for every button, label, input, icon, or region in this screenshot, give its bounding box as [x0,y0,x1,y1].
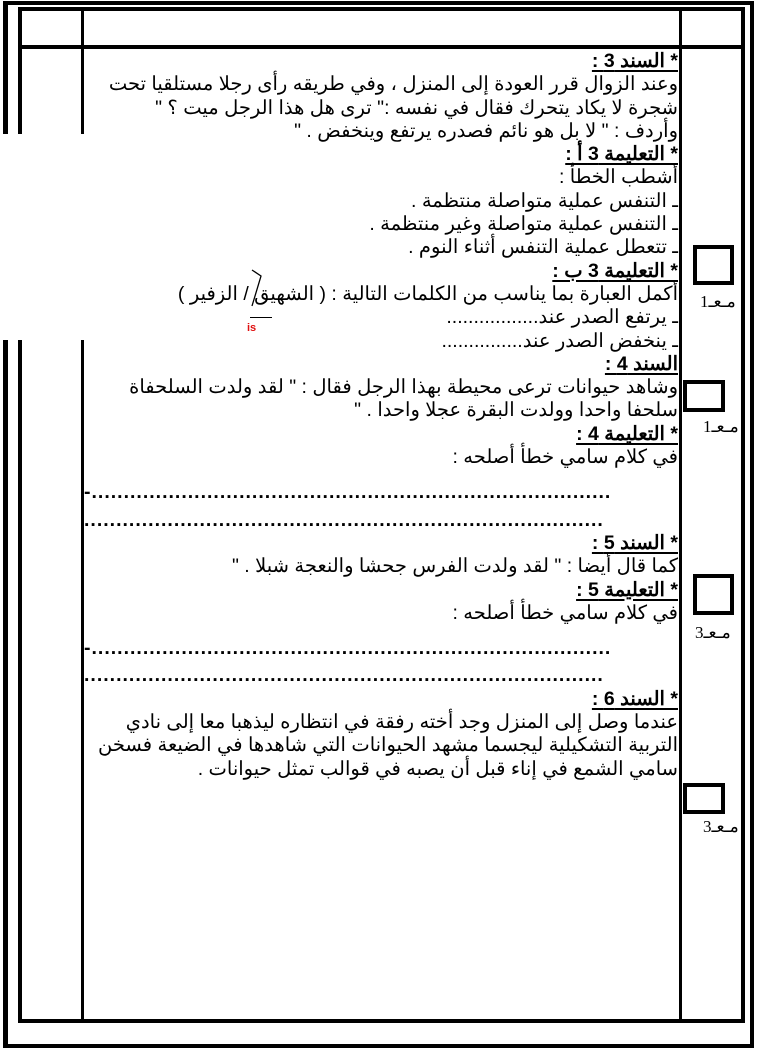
instruction-5-prompt: في كلام سامي خطأ أصلحه : [452,601,678,624]
instruction-4-heading: * التعليمة 4 : [576,422,678,445]
sanad-4-text-line: وشاهد حيوانات ترعى محيطة بهذا الرجل فقال : " لقد ولدت السلحفاة [129,376,678,399]
sanad-3-text-line: وأردف : " لا بل هو نائم فصدره يرتفع وينخفض . " [294,119,678,142]
instruction-3b-blank[interactable]: ـ ينخفض الصدر عند............... [441,329,678,352]
instruction-4-prompt: في كلام سامي خطأ أصلحه : [452,446,678,469]
instruction-3b-prompt: أكمل العبارة بما يناسب من الكلمات التالية : ( الشهيق / الزفير ) [177,282,678,305]
criterion-1-label: مـعـ1 [700,292,736,311]
instruction-5-heading: * التعليمة 5 : [576,578,678,601]
sanad-4-text-line: سلحفا واحدا وولدت البقرة عجلا واحدا . " [354,399,678,422]
instruction-3b-blank[interactable]: ـ يرتفع الصدر عند................. [446,306,678,329]
sanad-4-heading: السند 4 : [604,352,678,375]
instruction-3b-heading: * التعليمة 3 ب : [552,259,678,282]
red-text-artifact: is [247,322,257,334]
instruction-3a-option[interactable]: ـ التنفس عملية متواصلة وغير منتظمة . [369,213,678,236]
instruction-5-answer-line[interactable]: ................................................................................. [84,664,604,687]
column-divider-right [679,11,682,1019]
sanad-5-text-line: كما قال أيضا : " لقد ولدت الفرس جحشا والنعجة شبلا . " [231,555,678,578]
criterion-1-score-box[interactable] [693,245,734,285]
criterion-3-score-box[interactable] [693,574,734,615]
sanad-6-text-line: التربية التشكيلية ليجسما مشهد الحيوانات التي شاهدها في الضيعة فسخن [97,734,678,757]
instruction-5-answer-line[interactable]: -................................................................................. [84,637,612,660]
instruction-3a-prompt: أشطب الخطأ : [558,166,678,189]
worksheet-content [84,50,678,781]
sanad-3-text-line: شجرة لا يكاد يتحرك فقال في نفسه :" ترى هل هذا الرجل ميت ؟ " [155,96,678,119]
criterion-3b-score-box[interactable] [683,783,725,814]
sanad-3-heading: * السند 3 : [591,50,678,72]
criterion-1b-label: مـعـ1 [703,417,739,436]
sanad-3-text-line: وعند الزوال قرر العودة إلى المنزل ، وفي طريقه رأى رجلا مستلقيا تحت [108,73,678,96]
instruction-3a-heading: * التعليمة 3 أ : [565,143,678,166]
criterion-1b-score-box[interactable] [683,380,725,412]
sanad-6-text-line: عندما وصل إلى المنزل وجد أخته رفقة في انتظاره ليذهبا معا إلى نادي [125,711,678,734]
instruction-4-answer-line[interactable]: ................................................................................. [84,508,604,531]
criterion-3b-label: مـعـ3 [703,817,739,836]
instruction-4-answer-line[interactable]: -................................................................................. [84,481,612,504]
sanad-6-text-line: سامي الشمع في إناء قبل أن يصبه في قوالب تمثل حيوانات . [197,757,678,780]
instruction-3a-option[interactable]: ـ تتعطل عملية التنفس أثناء النوم . [408,236,678,259]
sanad-6-heading: * السند 6 : [591,687,678,710]
criterion-3-label: مـعـ3 [695,623,731,642]
sanad-5-heading: * السند 5 : [591,531,678,554]
header-row-divider [22,45,741,49]
instruction-3a-option[interactable]: ـ التنفس عملية متواصلة منتظمة . [410,189,678,212]
